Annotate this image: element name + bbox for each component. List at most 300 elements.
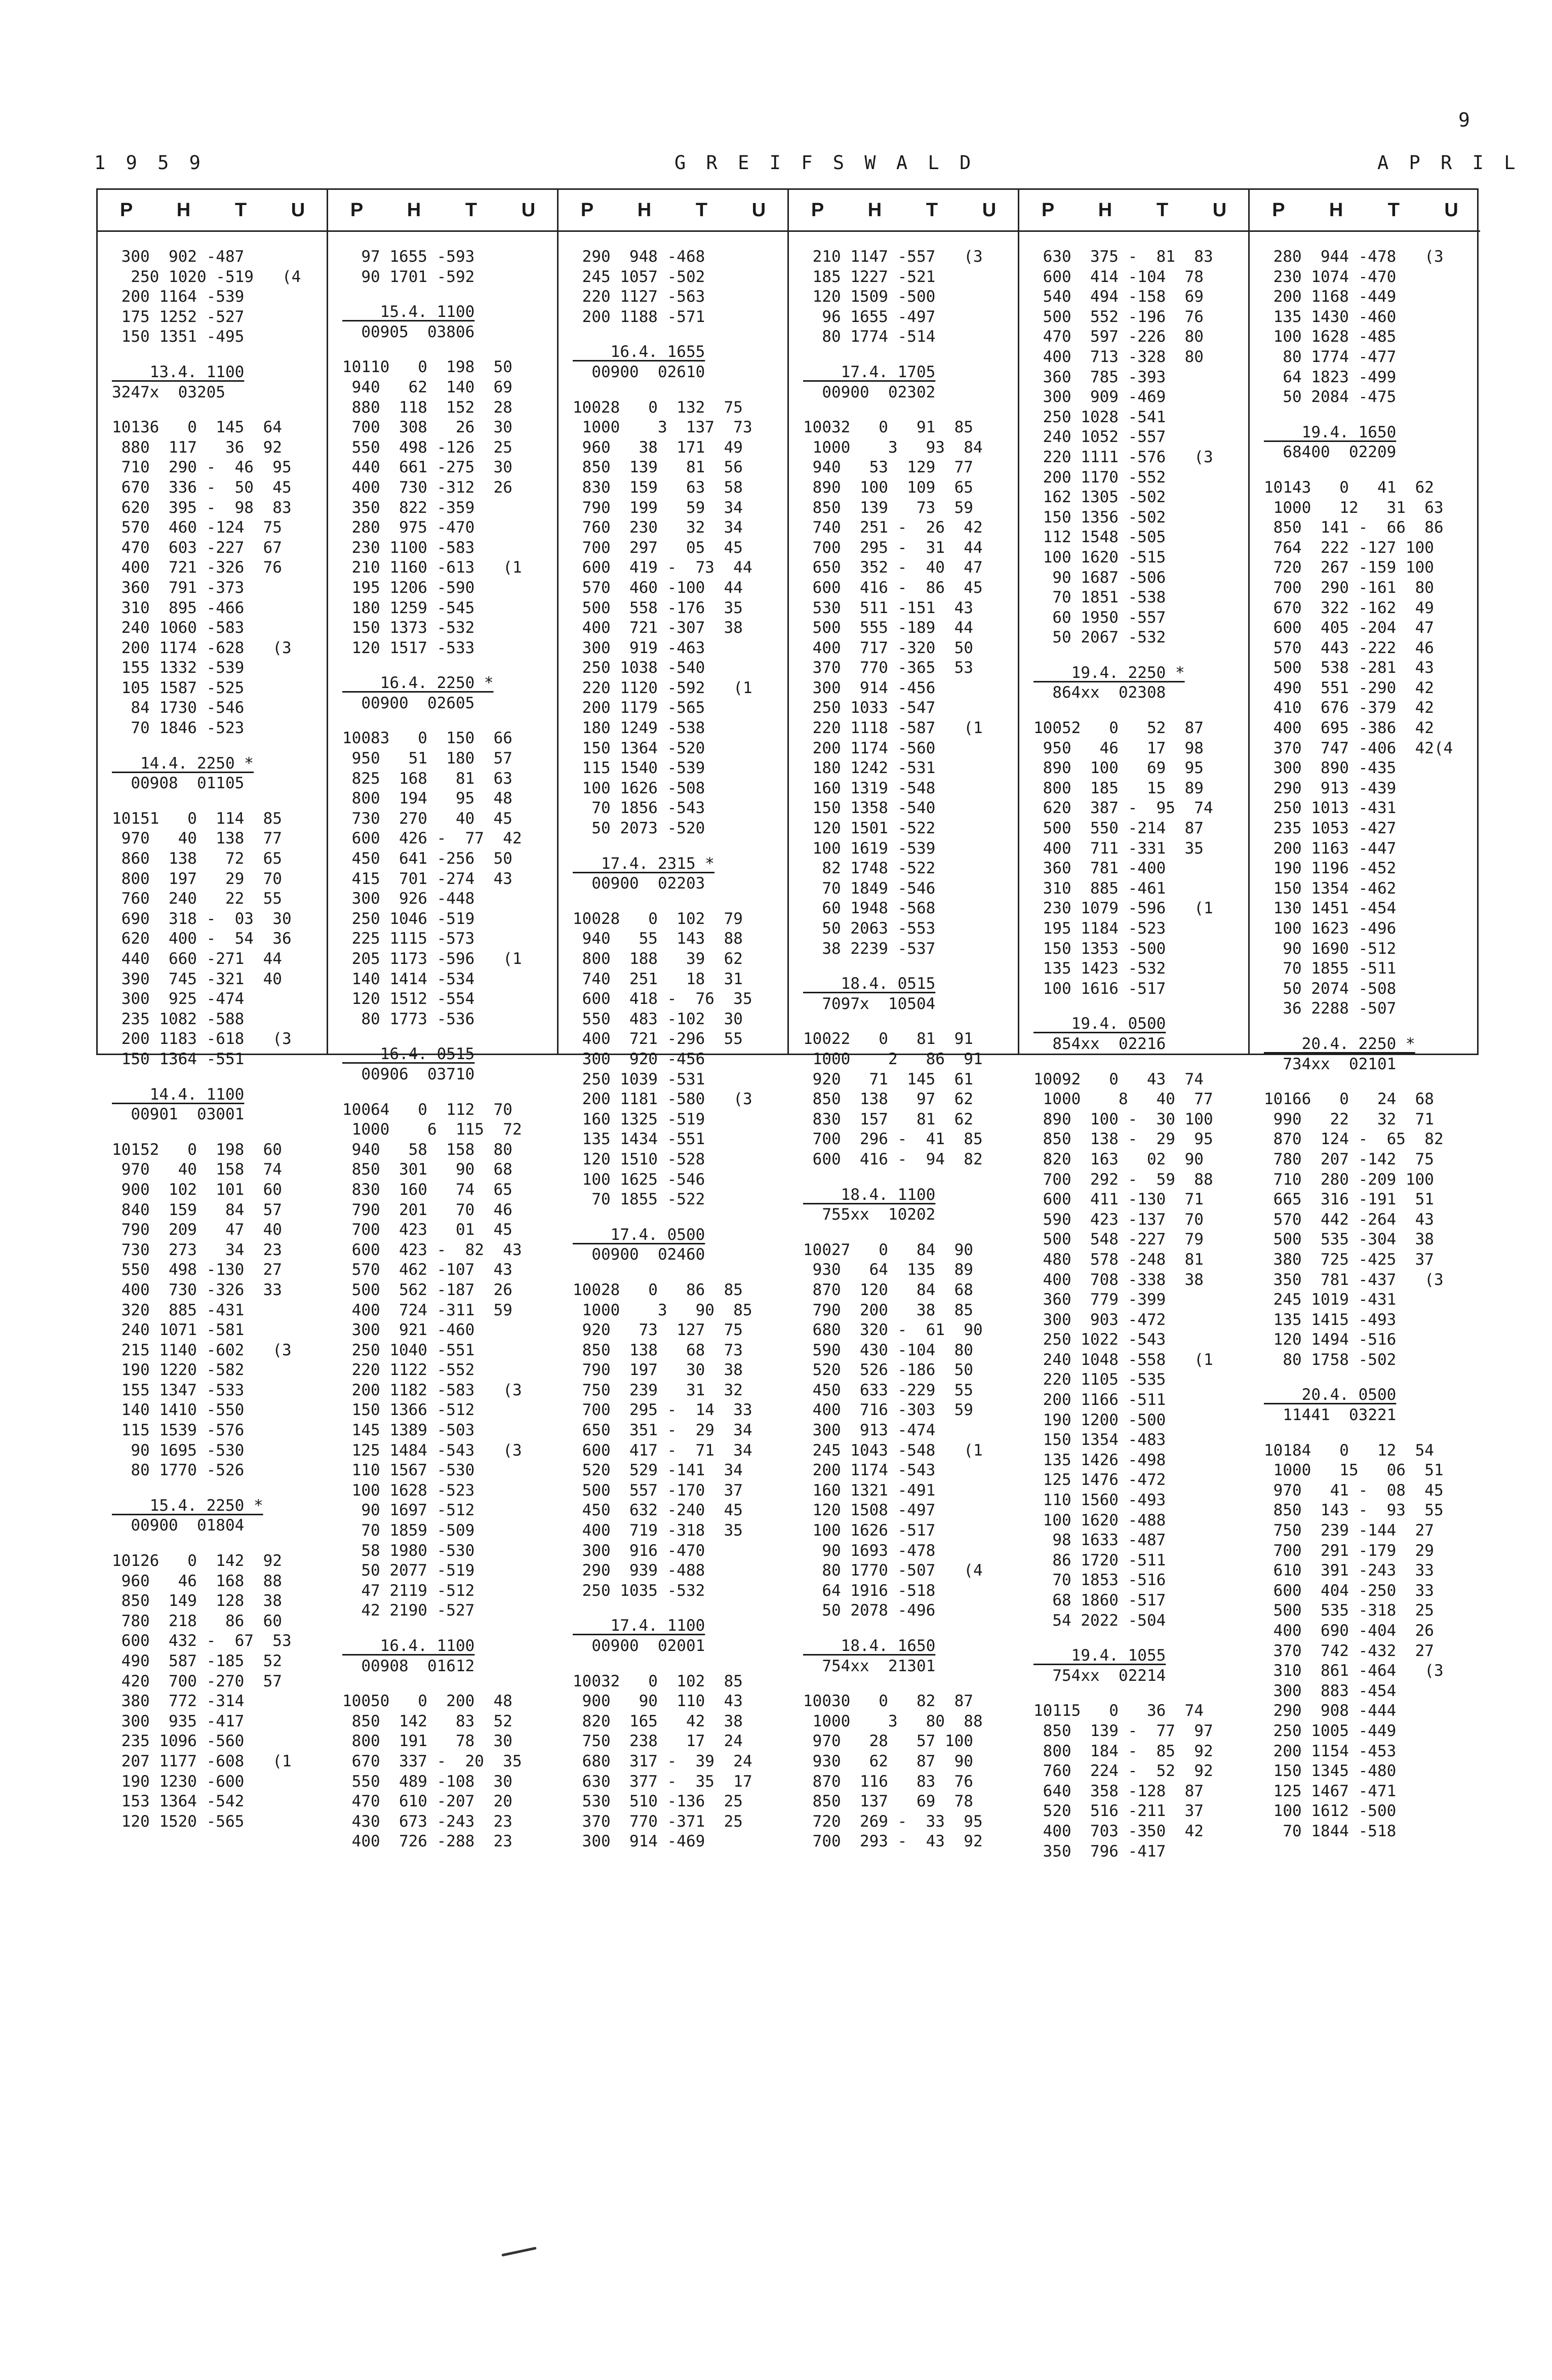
table-row xyxy=(1264,408,1480,423)
table-row: 68400 02209 xyxy=(1264,443,1397,462)
column-header-label: P xyxy=(580,199,594,221)
sounding-table xyxy=(96,188,1479,1861)
table-row: 500 535 -318 25 xyxy=(1264,1601,1434,1620)
table-row: 80 1774 -514 xyxy=(803,328,936,346)
table-row: 90 1701 -592 xyxy=(342,267,475,286)
table-row xyxy=(1033,703,1248,718)
table-row: 125 1476 -472 xyxy=(1033,1471,1166,1489)
table-row: 10050 0 200 48 xyxy=(342,1692,512,1711)
table-row: 250 1005 -449 xyxy=(1264,1721,1397,1740)
table-row: 10184 0 12 54 xyxy=(1264,1441,1434,1460)
table-row: 135 1426 -498 xyxy=(1033,1450,1166,1469)
table-row: 600 404 -250 33 xyxy=(1264,1581,1434,1600)
table-row: 760 240 22 55 xyxy=(112,890,282,908)
table-row: 98 1633 -487 xyxy=(1033,1531,1166,1550)
table-row: 100 1625 -546 xyxy=(573,1170,705,1189)
table-row: 600 414 -104 78 xyxy=(1033,267,1204,286)
table-column xyxy=(1019,190,1250,1861)
table-row: 780 207 -142 75 xyxy=(1264,1150,1434,1168)
table-row: 50 2067 -532 xyxy=(1033,628,1166,647)
table-row: 38 2239 -537 xyxy=(803,939,936,958)
column-header-label: T xyxy=(1156,199,1169,221)
table-row: 200 1163 -447 xyxy=(1264,839,1397,858)
table-row: 520 516 -211 37 xyxy=(1033,1802,1204,1821)
table-row: 200 1174 -560 xyxy=(803,739,936,757)
table-row: 600 411 -130 71 xyxy=(1033,1190,1204,1209)
table-row: 64 1916 -518 xyxy=(803,1581,936,1600)
table-row xyxy=(573,839,787,854)
table-row: 740 251 18 31 xyxy=(573,970,743,988)
table-row: 400 724 -311 59 xyxy=(342,1301,512,1319)
table-row: 100 1619 -539 xyxy=(803,839,936,858)
table-row: 300 916 -470 xyxy=(573,1541,705,1560)
table-row: 200 1166 -511 xyxy=(1033,1391,1166,1409)
table-row: 500 562 -187 26 xyxy=(342,1280,512,1299)
table-row: 300 925 -474 xyxy=(112,990,245,1009)
table-row: 854xx 02216 xyxy=(1033,1034,1166,1053)
table-row: 280 975 -470 xyxy=(342,518,475,537)
table-row: 500 548 -227 79 xyxy=(1033,1230,1204,1249)
table-row: 100 1612 -500 xyxy=(1264,1802,1397,1821)
table-row: 970 40 138 77 xyxy=(112,829,282,848)
table-row: 400 708 -338 38 xyxy=(1033,1270,1204,1289)
table-row: 570 442 -264 43 xyxy=(1264,1210,1434,1229)
table-row: 500 535 -304 38 xyxy=(1264,1230,1434,1249)
table-row xyxy=(1264,463,1480,478)
table-row: 890 100 69 95 xyxy=(1033,759,1204,778)
table-row: 850 139 81 56 xyxy=(573,458,743,477)
table-row: 600 426 - 77 42 xyxy=(342,829,522,848)
table-row: 400 721 -296 55 xyxy=(573,1030,743,1048)
table-row: 110 1567 -530 xyxy=(342,1461,475,1480)
table-row: 400 695 -386 42 xyxy=(1264,719,1434,738)
table-row: 700 297 05 45 xyxy=(573,538,743,557)
table-row: 00908 01612 xyxy=(342,1657,475,1675)
table-row: 10030 0 82 87 xyxy=(803,1692,973,1711)
table-row: 190 1200 -500 xyxy=(1033,1410,1166,1429)
table-row: 290 948 -468 xyxy=(573,248,705,266)
table-row: 70 1844 -518 xyxy=(1264,1822,1397,1840)
table-row: 280 944 -478 (3 xyxy=(1264,248,1444,266)
table-row: 670 337 - 20 35 xyxy=(342,1752,522,1770)
column-header-label: U xyxy=(521,199,536,221)
table-row xyxy=(112,739,327,754)
table-row: 610 391 -243 33 xyxy=(1264,1561,1434,1580)
table-row: 700 291 -179 29 xyxy=(1264,1541,1434,1560)
table-row: 86 1720 -511 xyxy=(1033,1551,1166,1569)
table-row: 380 772 -314 xyxy=(112,1692,245,1711)
column-header xyxy=(789,190,1018,232)
table-row: 400 716 -303 59 xyxy=(803,1401,973,1420)
table-row: 60 1950 -557 xyxy=(1033,608,1166,627)
table-row: 290 913 -439 xyxy=(1264,779,1397,797)
table-row: 880 117 36 92 xyxy=(112,438,282,457)
table-row: 120 1501 -522 xyxy=(803,819,936,838)
table-row: 300 914 -456 xyxy=(803,678,936,697)
table-row: 590 423 -137 70 xyxy=(1033,1210,1204,1229)
table-row: 130 1451 -454 xyxy=(1264,899,1397,918)
table-row: 105 1587 -525 xyxy=(112,678,245,697)
column-header-label: P xyxy=(120,199,133,221)
table-row: 10083 0 150 66 xyxy=(342,729,512,748)
table-row: 00908 01105 xyxy=(112,774,245,793)
column-body xyxy=(1250,232,1480,1842)
table-row: 300 935 -417 xyxy=(112,1712,245,1730)
table-row: 120 1509 -500 xyxy=(803,288,936,306)
table-row: 3247x 03205 xyxy=(112,383,225,401)
table-row: 400 703 -350 42 xyxy=(1033,1822,1204,1840)
table-row: 870 116 83 76 xyxy=(803,1772,973,1791)
table-row: 880 118 152 28 xyxy=(342,398,512,417)
table-row xyxy=(1033,1055,1248,1070)
table-row: 150 1364 -520 xyxy=(573,739,705,757)
table-row: 940 62 140 69 xyxy=(342,378,512,396)
table-row: 900 102 101 60 xyxy=(112,1180,282,1199)
table-row: 780 218 86 60 xyxy=(112,1611,282,1630)
table-row: 550 483 -102 30 xyxy=(573,1010,743,1028)
table-row: 350 796 -417 xyxy=(1033,1842,1166,1861)
table-row: 490 551 -290 42 xyxy=(1264,678,1434,697)
table-row: 890 100 109 65 xyxy=(803,478,973,497)
table-row: 820 165 42 38 xyxy=(573,1712,743,1730)
table-row: 700 295 - 31 44 xyxy=(803,538,983,557)
table-row: 00900 02203 xyxy=(573,874,705,893)
column-header xyxy=(559,190,787,232)
table-row: 530 511 -151 43 xyxy=(803,598,973,617)
sounding-heading: 16.4. 1100 xyxy=(342,1637,475,1655)
sounding-heading: 15.4. 2250 * xyxy=(112,1496,263,1515)
table-row: 680 317 - 39 24 xyxy=(573,1752,752,1770)
table-row xyxy=(573,1265,787,1280)
table-row: 400 719 -318 35 xyxy=(573,1521,743,1540)
table-row: 370 742 -432 27 xyxy=(1264,1641,1434,1660)
table-row: 890 100 - 30 100 xyxy=(1033,1110,1213,1128)
table-row: 300 903 -472 xyxy=(1033,1310,1166,1329)
table-row: 440 661 -275 30 xyxy=(342,458,512,477)
table-row xyxy=(803,1676,1018,1691)
table-row: 10115 0 36 74 xyxy=(1033,1702,1204,1720)
sounding-heading: 14.4. 2250 * xyxy=(112,754,254,773)
table-row: 730 270 40 45 xyxy=(342,809,512,828)
table-row xyxy=(112,1125,327,1140)
table-row xyxy=(342,287,557,302)
column-header-label: U xyxy=(1212,199,1227,221)
table-row: 120 1508 -497 xyxy=(803,1501,936,1520)
table-row: 195 1206 -590 xyxy=(342,578,475,597)
table-row: 690 318 - 03 30 xyxy=(112,909,292,928)
table-row: 220 1111 -576 (3 xyxy=(1033,448,1213,466)
table-row xyxy=(573,327,787,342)
table-row: 800 191 78 30 xyxy=(342,1732,512,1751)
table-row: 1000 3 137 73 xyxy=(573,418,752,437)
table-row: 100 1616 -517 xyxy=(1033,979,1166,998)
table-row: 750 239 -144 27 xyxy=(1264,1521,1434,1540)
table-row xyxy=(342,713,557,729)
table-row: 10022 0 81 91 xyxy=(803,1030,973,1048)
table-row: 700 296 - 41 85 xyxy=(803,1130,983,1149)
table-row: 00900 02302 xyxy=(803,383,936,401)
table-row: 550 498 -126 25 xyxy=(342,438,512,457)
table-row: 70 1849 -546 xyxy=(803,879,936,898)
column-header-label: T xyxy=(234,199,247,221)
table-row: 850 138 - 29 95 xyxy=(1033,1130,1213,1149)
page-number: 9 xyxy=(1458,109,1470,131)
table-row: 800 184 - 85 92 xyxy=(1033,1742,1213,1760)
table-row: 11441 03221 xyxy=(1264,1406,1397,1425)
table-row: 450 641 -256 50 xyxy=(342,850,512,868)
table-row: 135 1415 -493 xyxy=(1264,1310,1397,1329)
table-row xyxy=(573,894,787,909)
table-row: 200 1183 -618 (3 xyxy=(112,1030,292,1048)
table-row: 370 770 -365 53 xyxy=(803,659,973,677)
table-row: 470 597 -226 80 xyxy=(1033,328,1204,346)
table-row xyxy=(1033,1631,1248,1646)
table-row: 125 1467 -471 xyxy=(1264,1782,1397,1800)
sounding-heading: 19.4. 0500 xyxy=(1033,1015,1166,1033)
table-row: 470 610 -207 20 xyxy=(342,1792,512,1811)
sounding-heading: 19.4. 1055 xyxy=(1033,1646,1166,1665)
table-row: 200 1170 -552 xyxy=(1033,468,1166,487)
table-row: 200 1179 -565 xyxy=(573,699,705,717)
table-row: 665 316 -191 51 xyxy=(1264,1190,1434,1209)
table-row: 140 1410 -550 xyxy=(112,1401,245,1420)
table-row: 790 209 47 40 xyxy=(112,1221,282,1239)
table-row: 220 1120 -592 (1 xyxy=(573,678,752,697)
table-row: 1000 3 80 88 xyxy=(803,1712,983,1730)
table-column xyxy=(98,190,328,1831)
table-row: 900 90 110 43 xyxy=(573,1692,743,1711)
table-row: 940 53 129 77 xyxy=(803,458,973,477)
column-header-label: P xyxy=(1041,199,1055,221)
table-row: 750 239 31 32 xyxy=(573,1381,743,1399)
table-row: 700 423 01 45 xyxy=(342,1221,512,1239)
table-row: 300 926 -448 xyxy=(342,890,475,908)
table-row: 800 197 29 70 xyxy=(112,869,282,888)
table-row: 450 633 -229 55 xyxy=(803,1381,973,1399)
table-row: 950 51 180 57 xyxy=(342,749,512,768)
table-row: 150 1364 -551 xyxy=(112,1050,245,1068)
table-row: 300 913 -474 xyxy=(803,1421,936,1440)
table-row: 310 861 -464 (3 xyxy=(1264,1662,1444,1680)
table-row: 500 555 -189 44 xyxy=(803,619,973,637)
table-row: 10064 0 112 70 xyxy=(342,1100,512,1119)
table-row: 150 1358 -540 xyxy=(803,799,936,818)
table-row: 590 430 -104 80 xyxy=(803,1341,973,1359)
table-row xyxy=(1264,1370,1480,1385)
table-row: 370 770 -371 25 xyxy=(573,1812,743,1831)
table-row: 155 1332 -539 xyxy=(112,659,245,677)
table-row: 400 711 -331 35 xyxy=(1033,839,1204,858)
table-row: 310 885 -461 xyxy=(1033,879,1166,898)
table-row xyxy=(112,1481,327,1496)
table-row: 50 2078 -496 xyxy=(803,1601,936,1620)
table-row: 230 1074 -470 xyxy=(1264,267,1397,286)
table-row: 100 1628 -523 xyxy=(342,1481,475,1500)
table-row: 300 909 -469 xyxy=(1033,388,1166,407)
table-row: 850 141 - 66 86 xyxy=(1264,518,1444,537)
table-row: 42 2190 -527 xyxy=(342,1601,475,1620)
column-header xyxy=(1019,190,1248,232)
table-row: 250 1033 -547 xyxy=(803,699,936,717)
table-row: 300 902 -487 xyxy=(112,248,245,266)
table-row: 290 939 -488 xyxy=(573,1561,705,1580)
table-row: 1000 6 115 72 xyxy=(342,1120,522,1139)
table-row: 620 387 - 95 74 xyxy=(1033,799,1213,818)
table-row: 80 1758 -502 xyxy=(1264,1350,1397,1369)
table-row: 215 1140 -602 (3 xyxy=(112,1341,292,1359)
column-header-label: T xyxy=(695,199,708,221)
table-column xyxy=(559,190,789,1851)
table-row xyxy=(342,342,557,357)
table-row: 175 1252 -527 xyxy=(112,307,245,326)
table-row xyxy=(1033,1686,1248,1701)
table-row: 540 494 -158 69 xyxy=(1033,288,1204,306)
table-row xyxy=(1033,648,1248,663)
table-row: 670 322 -162 49 xyxy=(1264,598,1434,617)
table-row: 90 1690 -512 xyxy=(1264,939,1397,958)
table-row: 570 460 -100 44 xyxy=(573,578,743,597)
column-body xyxy=(98,232,327,1832)
table-row: 50 2063 -553 xyxy=(803,919,936,938)
table-row: 740 251 - 26 42 xyxy=(803,518,983,537)
table-row xyxy=(1264,1426,1480,1441)
table-row: 70 1851 -538 xyxy=(1033,588,1166,607)
table-row: 670 336 - 50 45 xyxy=(112,478,292,497)
table-row: 150 1373 -532 xyxy=(342,619,475,637)
table-row: 10152 0 198 60 xyxy=(112,1140,282,1159)
table-row: 125 1484 -543 (3 xyxy=(342,1441,522,1460)
table-row: 135 1423 -532 xyxy=(1033,959,1166,978)
table-row: 960 38 171 49 xyxy=(573,438,743,457)
table-row: 240 1060 -583 xyxy=(112,619,245,637)
table-row xyxy=(573,1601,787,1616)
table-row: 480 578 -248 81 xyxy=(1033,1250,1204,1269)
table-row: 00900 02460 xyxy=(573,1245,705,1264)
column-header-label: P xyxy=(350,199,364,221)
table-row: 550 489 -108 30 xyxy=(342,1772,512,1791)
table-row: 120 1512 -554 xyxy=(342,990,475,1009)
table-row: 850 149 128 38 xyxy=(112,1592,282,1610)
table-row: 825 168 81 63 xyxy=(342,769,512,788)
table-row: 160 1325 -519 xyxy=(573,1110,705,1128)
table-row: 400 717 -320 50 xyxy=(803,638,973,657)
table-row: 370 747 -406 42(4 xyxy=(1264,739,1453,757)
table-row: 10027 0 84 90 xyxy=(803,1240,973,1259)
table-row: 200 1154 -453 xyxy=(1264,1742,1397,1760)
table-row: 54 2022 -504 xyxy=(1033,1611,1166,1630)
table-row: 830 159 63 58 xyxy=(573,478,743,497)
table-row: 734xx 02101 xyxy=(1264,1055,1397,1073)
table-row: 830 157 81 62 xyxy=(803,1110,973,1128)
table-row: 96 1655 -497 xyxy=(803,307,936,326)
table-row xyxy=(803,1225,1018,1240)
table-row: 440 660 -271 44 xyxy=(112,950,282,968)
table-row: 100 1628 -485 xyxy=(1264,328,1397,346)
table-row: 220 1105 -535 xyxy=(1033,1370,1166,1389)
table-row: 250 1040 -551 xyxy=(342,1341,475,1359)
table-row: 150 1366 -512 xyxy=(342,1401,475,1420)
sounding-heading: 16.4. 2250 * xyxy=(342,674,494,693)
table-row: 90 1687 -506 xyxy=(1033,568,1166,587)
table-row: 80 1770 -507 (4 xyxy=(803,1561,983,1580)
table-row: 90 1695 -530 xyxy=(112,1441,245,1460)
column-body xyxy=(559,232,787,1852)
table-row: 00905 03806 xyxy=(342,322,475,341)
table-row xyxy=(803,959,1018,974)
table-row: 225 1115 -573 xyxy=(342,930,475,948)
table-row: 754xx 02214 xyxy=(1033,1666,1166,1685)
sounding-heading: 19.4. 2250 * xyxy=(1033,663,1185,682)
table-row: 930 64 135 89 xyxy=(803,1261,973,1279)
table-row: 200 1174 -628 (3 xyxy=(112,638,292,657)
table-row xyxy=(573,1210,787,1225)
table-row: 400 730 -312 26 xyxy=(342,478,512,497)
sounding-heading: 18.4. 1100 xyxy=(803,1185,936,1204)
table-row: 960 46 168 88 xyxy=(112,1571,282,1590)
table-row: 245 1043 -548 (1 xyxy=(803,1441,983,1460)
table-row: 180 1259 -545 xyxy=(342,598,475,617)
table-column xyxy=(789,190,1019,1851)
table-row: 350 822 -359 xyxy=(342,498,475,517)
table-row: 300 914 -469 xyxy=(573,1832,705,1851)
table-row: 640 358 -128 87 xyxy=(1033,1782,1204,1800)
table-row: 470 603 -227 67 xyxy=(112,538,282,557)
table-row: 50 2074 -508 xyxy=(1264,979,1397,998)
sounding-heading: 20.4. 2250 * xyxy=(1264,1034,1415,1053)
table-row: 850 138 97 62 xyxy=(803,1090,973,1109)
table-row: 240 1048 -558 (1 xyxy=(1033,1350,1213,1369)
table-row: 300 921 -460 xyxy=(342,1321,475,1340)
table-row: 235 1053 -427 xyxy=(1264,819,1397,838)
table-row: 10052 0 52 87 xyxy=(1033,719,1204,738)
table-row xyxy=(803,1014,1018,1029)
table-row xyxy=(573,383,787,398)
table-row xyxy=(1264,1019,1480,1034)
table-row: 120 1494 -516 xyxy=(1264,1330,1397,1349)
table-row: 530 510 -136 25 xyxy=(573,1792,743,1811)
table-row: 155 1347 -533 xyxy=(112,1381,245,1399)
table-row: 310 895 -466 xyxy=(112,598,245,617)
table-row: 764 222 -127 100 xyxy=(1264,538,1434,557)
table-row: 400 713 -328 80 xyxy=(1033,347,1204,366)
table-row: 240 1052 -557 xyxy=(1033,428,1166,447)
table-row: 600 416 - 86 45 xyxy=(803,578,983,597)
table-row: 600 405 -204 47 xyxy=(1264,619,1434,637)
table-row: 790 201 70 46 xyxy=(342,1200,512,1219)
table-row: 100 1620 -488 xyxy=(1033,1511,1166,1529)
table-row: 220 1127 -563 xyxy=(573,288,705,306)
table-row: 430 673 -243 23 xyxy=(342,1812,512,1831)
table-row xyxy=(803,347,1018,362)
table-row: 600 417 - 71 34 xyxy=(573,1441,752,1460)
table-row: 300 883 -454 xyxy=(1264,1681,1397,1700)
table-row: 360 779 -399 xyxy=(1033,1290,1166,1309)
table-row: 235 1096 -560 xyxy=(112,1732,245,1751)
table-row: 00900 02001 xyxy=(573,1637,705,1655)
table-row xyxy=(342,1029,557,1044)
table-row: 220 1122 -552 xyxy=(342,1361,475,1380)
table-row: 97 1655 -593 xyxy=(342,248,475,266)
table-row: 500 557 -170 37 xyxy=(573,1481,743,1500)
table-row: 920 73 127 75 xyxy=(573,1321,743,1340)
table-row: 145 1389 -503 xyxy=(342,1421,475,1440)
table-row: 700 290 -161 80 xyxy=(1264,578,1434,597)
table-row xyxy=(112,347,327,362)
table-row: 250 1013 -431 xyxy=(1264,799,1397,818)
table-row: 710 290 - 46 95 xyxy=(112,458,292,477)
table-row: 410 676 -379 42 xyxy=(1264,699,1434,717)
table-row xyxy=(342,1085,557,1100)
